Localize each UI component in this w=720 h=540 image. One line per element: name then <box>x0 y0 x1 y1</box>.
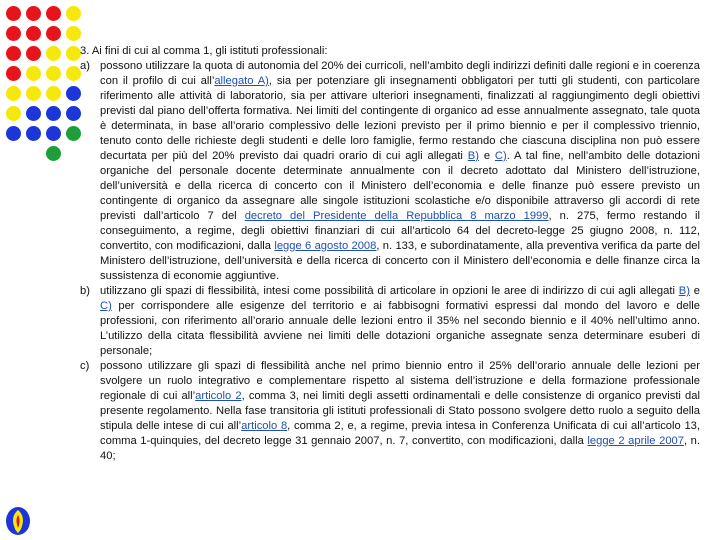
decorative-dot <box>46 6 61 21</box>
decorative-dot <box>46 86 61 101</box>
item-label: b) <box>80 285 90 297</box>
decorative-dot <box>26 6 41 21</box>
decorative-dot <box>66 6 81 21</box>
decorative-dot <box>66 26 81 41</box>
decorative-dot <box>26 46 41 61</box>
list-item-c <box>80 359 700 464</box>
decorative-dot <box>26 26 41 41</box>
decorative-dot <box>46 126 61 141</box>
decorative-dot <box>46 46 61 61</box>
link-dpr-1999[interactable]: decreto del Presidente della Repubblica 8 marzo 1999 <box>244 210 549 222</box>
link-allegato-a[interactable]: allegato A) <box>214 75 269 87</box>
decorative-dot <box>26 86 41 101</box>
decorative-dot <box>6 86 21 101</box>
article-heading: 3. Ai fini di cui al comma 1, gli istituti professionali: <box>80 45 328 57</box>
decorative-dot <box>66 86 81 101</box>
emblem-icon <box>4 506 32 536</box>
decorative-dot <box>6 106 21 121</box>
decorative-dot <box>66 106 81 121</box>
decorative-dot <box>6 126 21 141</box>
decorative-dot <box>66 126 81 141</box>
link-allegato-c[interactable]: C) <box>494 150 507 162</box>
link-allegato-b[interactable]: B) <box>467 150 479 162</box>
link-allegato-b[interactable]: B) <box>678 285 690 297</box>
decorative-dot <box>46 106 61 121</box>
decorative-dot <box>6 6 21 21</box>
list-item-a <box>80 59 700 284</box>
decorative-dot <box>66 66 81 81</box>
item-label: a) <box>80 60 90 72</box>
link-legge-2007[interactable]: legge 2 aprile 2007 <box>587 435 684 447</box>
decorative-dot <box>46 26 61 41</box>
decorative-dot <box>6 26 21 41</box>
decorative-dot <box>26 106 41 121</box>
link-legge-2008[interactable]: legge 6 agosto 2008 <box>274 240 377 252</box>
decorative-dot <box>46 66 61 81</box>
item-text: possono utilizzare la quota di autonomia del 20% dei curricoli, nell’ambito degli indirizzi definiti dalle regioni e in coerenza con il profilo di cui all’allegato A), sia per potenziare gli insegnamenti obbligatori per tutti gli studenti, con particolare riferimento alle attività di laboratorio, sia per attivare ulteriori insegnamenti, finalizzati al raggiungimento degli obiettivi previsti dal piano dell’offerta formativa. Nei limiti del contingente di organico ad esse annualmente assegnato, tale quota è determinata, in base all’orario complessivo delle lezioni previsto per il primo biennio e per il complessivo triennio, tenuto conto delle richieste degli studenti e delle loro famiglie, fermo restando che ciascuna disciplina non può essere decurtata per più del 20% previsto dai quadri orario di cui agli allegati B) e C). A tal fine, nell’ambito delle dotazioni organiche del personale docente determinate annualmente con il decreto adottato dal Ministero dell’istruzione, dell’università e della ricerca di concerto con il Ministero dell’economia e delle finanze può essere previsto un contingente di organico da assegnare alle singole istituzioni scolastiche e/o disponibile attraverso gli accordi di rete previsti dall’articolo 7 del decreto del Presidente della Repubblica 8 marzo 1999, n. 275, fermo restando il conseguimento, a regime, degli obiettivi finanziari di cui all’articolo 64 del decreto-legge 25 giugno 2008, n. 112, convertito, con modificazioni, dalla legge 6 agosto 2008, n. 133, e subordinatamente, alla preventiva verifica da parte del Ministero dell’istruzione, dell’università e della ricerca di concerto con il Ministero dell’economia e delle finanze circa la sussistenza di economie aggiuntive. <box>100 60 700 282</box>
link-allegato-c[interactable]: C) <box>100 300 112 312</box>
decorative-dot <box>26 126 41 141</box>
decorative-dot <box>6 66 21 81</box>
document-body <box>80 44 700 464</box>
list-item-b <box>80 284 700 359</box>
decorative-dot-grid <box>0 0 80 160</box>
link-articolo-8[interactable]: articolo 8 <box>241 420 288 432</box>
item-text: utilizzano gli spazi di flessibilità, intesi come possibilità di articolare in opzioni le aree di indirizzo di cui agli allegati B) e C) per corrispondere alle esigenze del territorio e ai fabbisogni formativi espressi dal mondo del lavoro e delle professioni, con riferimento all’orario annuale delle lezioni entro il 35% nel secondo biennio e il 40% nell’ultimo anno. L’utilizzo della citata flessibilità avviene nei limiti delle dotazioni organiche assegnate senza determinare esuberi di personale; <box>100 285 700 357</box>
link-articolo-2[interactable]: articolo 2 <box>195 390 242 402</box>
decorative-dot <box>66 46 81 61</box>
decorative-dot <box>26 66 41 81</box>
item-text: possono utilizzare gli spazi di flessibilità anche nel primo biennio entro il 25% dell’orario annuale delle lezioni per svolgere un ruolo integrativo e complementare rispetto al sistema dell’istruzione e della formazione professionale regionale di cui all’articolo 2, comma 3, nei limiti degli assetti ordinamentali e delle consistenze di organico previsti dal presente regolamento. Nella fase transitoria gli istituti professionali di Stato possono svolgere detto ruolo a seguito della stipula delle intese di cui all’articolo 8, comma 2, e, a regime, previa intesa in Conferenza Unificata di cui all’articolo 13, comma 1-quinquies, del decreto legge 31 gennaio 2007, n. 7, convertito, con modificazioni, dalla legge 2 aprile 2007, n. 40; <box>100 360 701 462</box>
item-label: c) <box>80 360 90 372</box>
decorative-dot <box>46 146 61 161</box>
decorative-dot <box>6 46 21 61</box>
